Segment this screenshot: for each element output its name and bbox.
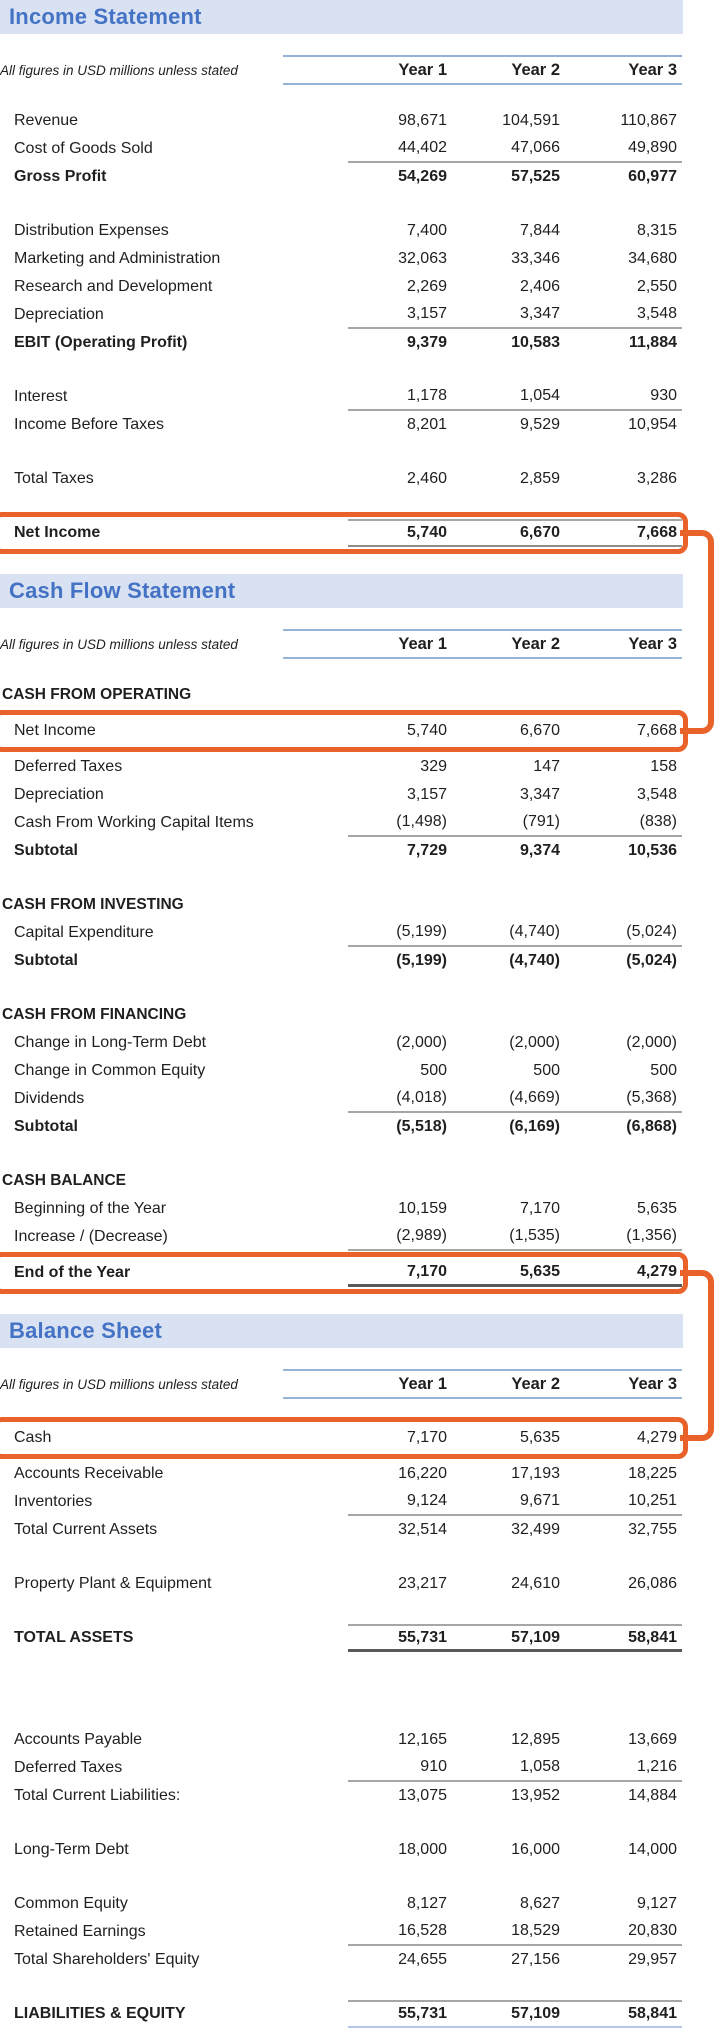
row-label: Research and Development [14,278,213,295]
highlight-box [0,1256,682,1290]
value-year3: (5,024) [626,952,677,969]
value-year1: 9,124 [406,1492,447,1509]
row-values [348,1460,682,1488]
group-header-label: CASH FROM OPERATING [2,686,192,703]
row-values [348,1488,682,1516]
value-year1: 7,729 [406,842,447,859]
income-statement-title-bar [0,0,683,34]
flow-connector-line [680,1270,714,1441]
row-label: Income Before Taxes [14,416,165,433]
row-label: Cash From Working Capital Items [14,814,254,831]
table-row [0,383,682,411]
value-year3: 3,548 [636,305,677,322]
value-year2: 57,109 [511,1628,560,1646]
spacer-row [0,1544,682,1570]
value-year3: 14,884 [628,1787,677,1804]
year-column-headers [283,55,682,85]
table-row [0,1488,682,1516]
value-year2: 32,499 [511,1521,560,1538]
value-year1: (2,989) [396,1227,447,1244]
row-values [348,1624,682,1652]
value-year1: 7,170 [406,1429,447,1446]
row-label: Cash [14,1429,52,1446]
spacer-row [0,439,682,465]
value-year2: 3,347 [519,786,560,803]
table-row [0,465,682,493]
value-year1: 2,460 [406,470,447,487]
units-note: All figures in USD millions unless stated [0,1376,238,1392]
row-values [348,781,682,809]
row-values [348,1223,682,1251]
value-year3: 26,086 [628,1575,677,1592]
value-year1: (5,518) [396,1118,447,1135]
value-year2: 6,670 [519,722,560,739]
column-header-year2: Year 2 [511,60,560,79]
spacer-row [0,191,682,217]
value-year1: 2,269 [406,278,447,295]
units-note: All figures in USD millions unless stated [0,636,238,652]
value-year2: (2,000) [509,1034,560,1051]
table-row [0,163,682,191]
value-year1: (4,018) [396,1089,447,1106]
value-year1: 12,165 [398,1731,447,1748]
row-values [348,947,682,975]
value-year3: 11,884 [628,334,677,351]
table-row [0,1836,682,1864]
value-year2: 17,193 [511,1465,560,1482]
row-label: Accounts Payable [14,1731,143,1748]
value-year2: 104,591 [502,112,560,129]
value-year2: (4,740) [509,923,560,940]
row-values [348,1570,682,1598]
value-year1: 10,159 [398,1200,447,1217]
value-year3: 10,536 [628,842,677,859]
column-header-year3: Year 3 [628,634,677,653]
value-year3: 2,550 [636,278,677,295]
table-row [0,1195,682,1223]
column-header-row [0,629,682,659]
table-row [0,837,682,865]
row-values [348,2000,682,2028]
row-label: Subtotal [14,1118,78,1135]
value-year1: 7,400 [406,222,447,239]
row-label: Deferred Taxes [14,758,123,775]
row-label: Deferred Taxes [14,1759,123,1776]
year-column-headers [283,629,682,659]
row-values [348,217,682,245]
row-label: Property Plant & Equipment [14,1575,212,1592]
table-row [0,919,682,947]
table-row [0,2000,682,2028]
row-label: Cost of Goods Sold [14,140,153,157]
table-row [0,1029,682,1057]
value-year3: 34,680 [628,250,677,267]
row-values [348,465,682,493]
row-label: Net Income [14,722,96,739]
value-year3: 18,225 [628,1465,677,1482]
value-year2: 2,406 [519,278,560,295]
value-year1: (5,199) [396,952,447,969]
value-year2: 7,170 [519,1200,560,1217]
value-year2: (4,740) [509,952,560,969]
row-label: End of the Year [14,1264,131,1281]
row-values [348,919,682,947]
table-row [0,753,682,781]
value-year3: (6,868) [626,1118,677,1135]
value-year3: 3,286 [636,470,677,487]
row-label: Interest [14,388,68,405]
column-header-year1: Year 1 [398,60,447,79]
spacer-row [0,1598,682,1624]
table-row [0,329,682,357]
table-row [0,1754,682,1782]
value-year3: 58,841 [628,2005,677,2022]
table-row [0,1624,682,1652]
row-values [348,383,682,411]
group-header-row [0,681,682,709]
column-header-row [0,55,682,85]
spacer-row [0,493,682,511]
value-year1: 500 [420,1062,447,1079]
row-values [348,837,682,865]
value-year1: 7,170 [406,1262,447,1280]
value-year1: 3,157 [406,786,447,803]
value-year2: 33,346 [511,250,560,267]
cash-flow-rows [0,681,682,1290]
row-label: Accounts Receivable [14,1465,164,1482]
value-year1: 16,528 [398,1922,447,1939]
table-row [0,135,682,163]
table-row [0,217,682,245]
value-year1: 24,655 [398,1951,447,1968]
value-year3: 13,669 [628,1731,677,1748]
value-year1: 8,201 [406,416,447,433]
table-row [0,1057,682,1085]
row-label: Depreciation [14,786,104,803]
table-row [0,717,682,745]
group-header-label: CASH BALANCE [2,1172,126,1189]
value-year1: 55,731 [398,1628,447,1646]
value-year2: (4,669) [509,1089,560,1106]
value-year2: 6,670 [519,524,560,541]
value-year1: 32,063 [398,250,447,267]
column-header-row [0,1369,682,1399]
row-values [348,329,682,357]
year-column-headers [283,1369,682,1399]
row-values [348,273,682,301]
row-values [348,245,682,273]
column-header-year1: Year 1 [398,634,447,653]
value-year2: 8,627 [519,1895,560,1912]
value-year1: (1,498) [396,813,447,830]
table-row [0,1570,682,1598]
value-year1: 5,740 [406,524,447,541]
value-year1: 44,402 [398,139,447,156]
value-year2: 9,374 [519,842,560,859]
value-year2: 57,109 [511,2005,560,2022]
group-header-row [0,1167,682,1195]
table-row [0,273,682,301]
table-row [0,1113,682,1141]
row-values [348,1918,682,1946]
value-year3: 14,000 [628,1841,677,1858]
value-year1: 32,514 [398,1521,447,1538]
cash-flow-title-bar [0,574,683,608]
row-label: Inventories [14,1493,93,1510]
value-year2: 7,844 [519,222,560,239]
row-label: EBIT (Operating Profit) [14,334,188,351]
value-year1: 910 [420,1758,447,1775]
value-year1: 18,000 [398,1841,447,1858]
table-row [0,1516,682,1544]
highlight-box [0,516,682,550]
value-year1: 9,379 [406,334,447,351]
value-year1: (2,000) [396,1034,447,1051]
table-row [0,1726,682,1754]
row-values [348,1057,682,1085]
value-year2: 12,895 [511,1731,560,1748]
value-year2: 5,635 [519,1429,560,1446]
row-label: Beginning of the Year [14,1200,167,1217]
income-statement-rows [0,107,682,550]
row-label: Distribution Expenses [14,222,169,239]
table-row [0,245,682,273]
row-values [348,301,682,329]
row-values [348,1195,682,1223]
row-values [348,1890,682,1918]
value-year2: (6,169) [509,1118,560,1135]
row-label: Change in Common Equity [14,1062,206,1079]
group-header-label: CASH FROM FINANCING [2,1006,187,1023]
row-values [348,1754,682,1782]
table-row [0,1946,682,1974]
highlight-box [0,1421,682,1455]
value-year3: 4,279 [636,1262,677,1280]
section-title: Cash Flow Statement [9,578,236,603]
highlight-box [0,714,682,748]
value-year3: 500 [650,1062,677,1079]
row-label: Capital Expenditure [14,924,154,941]
spacer-row [0,1974,682,2000]
row-values [348,809,682,837]
table-row [0,1460,682,1488]
row-label: Subtotal [14,842,78,859]
value-year2: 57,525 [511,168,560,185]
value-year1: 329 [420,758,447,775]
table-row [0,781,682,809]
table-row [0,1085,682,1113]
table-row [0,1259,682,1287]
balance-sheet-title-bar [0,1314,683,1348]
value-year2: (791) [522,813,560,830]
row-label: Change in Long-Term Debt [14,1034,207,1051]
value-year2: 1,054 [519,387,560,404]
row-label: Increase / (Decrease) [14,1228,168,1245]
value-year3: (838) [639,813,677,830]
value-year3: 9,127 [636,1895,677,1912]
units-note: All figures in USD millions unless stated [0,62,238,78]
column-header-year2: Year 2 [511,634,560,653]
row-label: LIABILITIES & EQUITY [14,2005,186,2022]
row-values [348,753,682,781]
table-row [0,1424,682,1452]
row-values [348,107,682,135]
value-year3: 7,668 [636,722,677,739]
table-row [0,1918,682,1946]
spacer-row [0,357,682,383]
row-values [348,1782,682,1810]
value-year2: 3,347 [519,305,560,322]
balance-sheet-section [0,1314,720,2028]
row-label: Retained Earnings [14,1923,146,1940]
row-label: Total Current Assets [14,1521,158,1538]
value-year1: 23,217 [398,1575,447,1592]
value-year3: 60,977 [628,168,677,185]
value-year3: 4,279 [636,1429,677,1446]
column-header-year3: Year 3 [628,1374,677,1393]
table-row [0,1890,682,1918]
spacer-row [0,975,682,1001]
value-year2: 16,000 [511,1841,560,1858]
row-label: Total Shareholders' Equity [14,1951,200,1968]
row-values [348,1946,682,1974]
table-row [0,519,682,547]
row-label: Net Income [14,524,101,541]
spacer-row [0,865,682,891]
row-values [348,1259,682,1287]
row-values [348,519,682,547]
value-year2: 500 [533,1062,560,1079]
value-year3: 10,954 [628,416,677,433]
value-year3: 1,216 [636,1758,677,1775]
value-year1: 13,075 [398,1787,447,1804]
value-year2: 18,529 [511,1922,560,1939]
value-year3: 8,315 [636,222,677,239]
row-label: Subtotal [14,952,78,969]
value-year3: 158 [650,758,677,775]
row-label: Total Taxes [14,470,94,487]
row-label: Dividends [14,1090,85,1107]
row-label: TOTAL ASSETS [14,1629,134,1646]
value-year3: 3,548 [636,786,677,803]
row-label: Gross Profit [14,168,107,185]
spacer-row [0,1864,682,1890]
value-year3: 5,635 [636,1200,677,1217]
value-year2: 24,610 [511,1575,560,1592]
value-year3: 110,867 [620,112,677,129]
table-row [0,107,682,135]
value-year1: 3,157 [406,305,447,322]
value-year3: (1,356) [626,1227,677,1244]
column-header-year2: Year 2 [511,1374,560,1393]
value-year2: 9,529 [519,416,560,433]
row-values [348,1113,682,1141]
value-year2: 2,859 [519,470,560,487]
value-year3: (5,368) [626,1089,677,1106]
value-year3: 29,957 [628,1951,677,1968]
row-values [348,135,682,163]
value-year1: (5,199) [396,923,447,940]
value-year3: 930 [650,387,677,404]
value-year3: 20,830 [628,1922,677,1939]
table-row [0,947,682,975]
row-label: Total Current Liabilities: [14,1787,181,1804]
table-row [0,301,682,329]
value-year3: 58,841 [628,1628,677,1646]
value-year2: 13,952 [511,1787,560,1804]
row-label: Marketing and Administration [14,250,221,267]
group-header-row [0,1001,682,1029]
value-year2: 10,583 [511,334,560,351]
flow-connector-line [680,530,714,734]
row-values [348,1836,682,1864]
value-year1: 54,269 [398,168,447,185]
group-header-row [0,891,682,919]
spacer-row [0,1652,682,1726]
value-year1: 1,178 [406,387,447,404]
spacer-row [0,1141,682,1167]
value-year2: 147 [533,758,560,775]
table-row [0,1782,682,1810]
value-year2: 47,066 [511,139,560,156]
value-year1: 5,740 [406,722,447,739]
spacer-row [0,1810,682,1836]
section-title: Balance Sheet [9,1318,163,1343]
table-row [0,809,682,837]
table-row [0,411,682,439]
column-header-year3: Year 3 [628,60,677,79]
row-values [348,1516,682,1544]
row-values [348,411,682,439]
value-year2: 5,635 [519,1262,560,1280]
value-year3: 49,890 [628,139,677,156]
row-values [348,163,682,191]
row-values [348,717,682,745]
value-year2: 27,156 [511,1951,560,1968]
value-year1: 16,220 [398,1465,447,1482]
value-year3: 10,251 [628,1492,677,1509]
income-statement-section [0,0,720,550]
cash-flow-statement-section [0,574,720,1290]
value-year1: 8,127 [406,1895,447,1912]
row-label: Revenue [14,112,79,129]
group-header-label: CASH FROM INVESTING [2,896,184,913]
row-values [348,1726,682,1754]
value-year3: 32,755 [628,1521,677,1538]
value-year3: 7,668 [636,524,677,541]
value-year1: 98,671 [398,112,447,129]
value-year3: (5,024) [626,923,677,940]
value-year2: 1,058 [519,1758,560,1775]
table-row [0,1223,682,1251]
value-year2: 9,671 [519,1492,560,1509]
balance-sheet-rows [0,1421,682,2028]
row-values [348,1085,682,1113]
row-label: Long-Term Debt [14,1841,129,1858]
value-year1: 55,731 [398,2005,447,2022]
section-title: Income Statement [9,4,202,29]
value-year3: (2,000) [626,1034,677,1051]
row-values [348,1029,682,1057]
column-header-year1: Year 1 [398,1374,447,1393]
value-year2: (1,535) [509,1227,560,1244]
row-label: Depreciation [14,306,104,323]
row-values [348,1424,682,1452]
row-label: Common Equity [14,1895,128,1912]
